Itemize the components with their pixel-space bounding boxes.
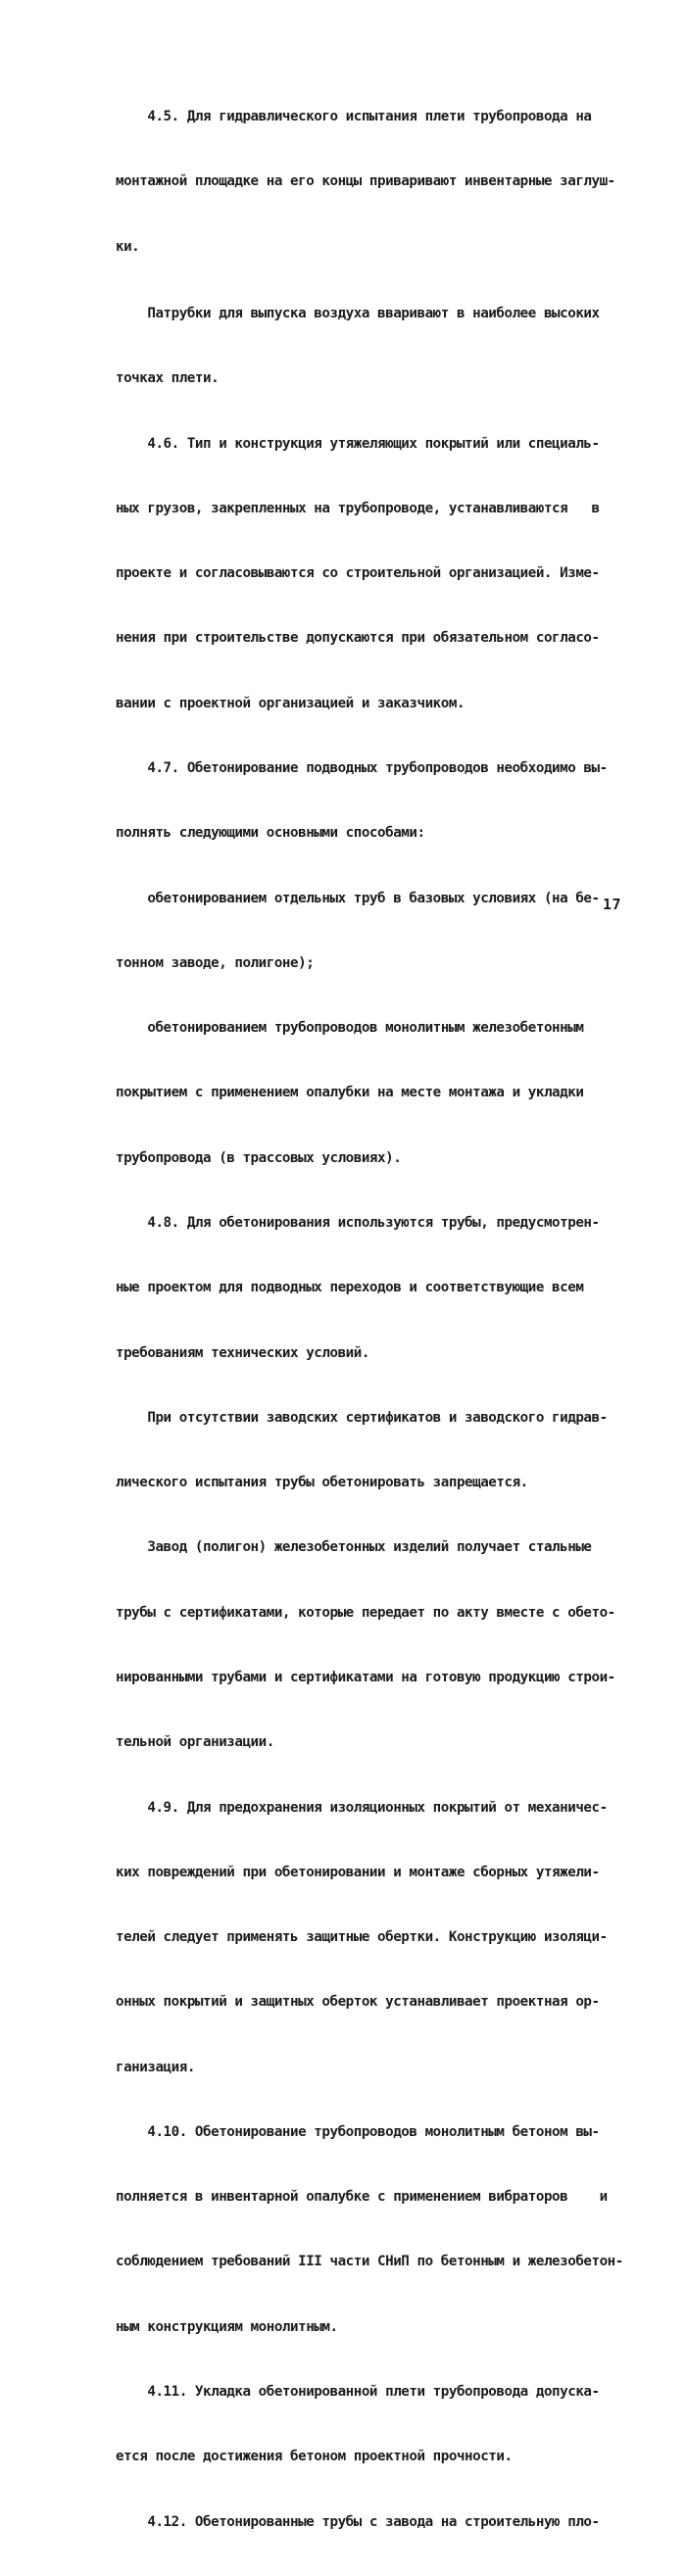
text-line: 4.10. Обетонирование трубопроводов монолитным бетоном вы-: [116, 2123, 600, 2140]
text-line: Патрубки для выпуска воздуха вваривают в наиболее высоких: [116, 306, 600, 322]
text-line: полнять следующими основными способами:: [116, 825, 425, 842]
text-line: тельной организации.: [116, 1734, 274, 1751]
text-line: точках плети.: [116, 370, 220, 387]
text-line: Завод (полигон) железобетонных изделий получает стальные: [116, 1539, 592, 1556]
text-line: монтажной площадке на его концы приваривают инвентарные заглуш-: [116, 173, 615, 190]
text-line: соблюдением требований III части СНиП по бетонным и железобетон-: [116, 2254, 623, 2270]
text-line: требованиям технических условий.: [116, 1344, 369, 1361]
text-line: ки.: [116, 238, 140, 255]
text-line: трубопровода (в трассовых условиях).: [116, 1149, 402, 1166]
text-line: 4.8. Для обетонирования используются трубы, предусмотрен-: [116, 1214, 600, 1231]
body-text: [116, 63, 635, 2576]
text-line: обетонированием трубопроводов монолитным железобетонным: [116, 1020, 584, 1037]
text-line: трубы с сертификатами, которые передает по акту вместе с обето-: [116, 1604, 615, 1621]
text-line: 4.11. Укладка обетонированной плети трубопровода допуска-: [116, 2384, 600, 2401]
text-line: нированными трубами и сертификатами на готовую продукцию строи-: [116, 1669, 615, 1685]
text-line: ные проектом для подводных переходов и соответствующие всем: [116, 1280, 584, 1296]
text-line: покрытием с применением опалубки на месте монтажа и укладки: [116, 1085, 584, 1101]
text-line: 4.7. Обетонирование подводных трубопроводов необходимо вы-: [116, 760, 608, 776]
text-line: лического испытания трубы обетонировать запрещается.: [116, 1475, 528, 1491]
page-number: 17: [603, 896, 622, 913]
text-line: телей следует применять защитные обертки. Конструкцию изоляци-: [116, 1929, 608, 1946]
text-line: ным конструкциям монолитным.: [116, 2318, 338, 2335]
text-line: 4.5. Для гидравлического испытания плети трубопровода на: [116, 109, 592, 125]
text-line: 4.12. Обетонированные трубы с завода на строительную пло-: [116, 2513, 600, 2530]
text-line: обетонированием отдельных труб в базовых условиях (на бе-: [116, 890, 600, 906]
text-line: ется после достижения бетоном проектной прочности.: [116, 2449, 513, 2465]
text-line: 4.6. Тип и конструкция утяжеляющих покрытий или специаль-: [116, 435, 600, 452]
text-line: проекте и согласовываются со строительной организацией. Изме-: [116, 565, 600, 582]
text-line: ных грузов, закрепленных на трубопроводе, устанавливаются в: [116, 500, 600, 516]
text-line: 4.9. Для предохранения изоляционных покрытий от механичес-: [116, 1799, 608, 1816]
text-line: При отсутствии заводских сертификатов и заводского гидрав-: [116, 1409, 608, 1426]
text-line: ких повреждений при обетонировании и монтаже сборных утяжели-: [116, 1864, 600, 1880]
text-line: тонном заводе, полигоне);: [116, 954, 315, 971]
text-line: онных покрытий и защитных оберток устанавливает проектная ор-: [116, 1994, 600, 2011]
text-line: вании с проектной организацией и заказчиком.: [116, 695, 466, 711]
text-line: нения при строительстве допускаются при обязательном согласо-: [116, 630, 600, 647]
text-line: полняется в инвентарной опалубке с применением вибраторов и: [116, 2189, 608, 2206]
text-line: ганизация.: [116, 2059, 195, 2075]
